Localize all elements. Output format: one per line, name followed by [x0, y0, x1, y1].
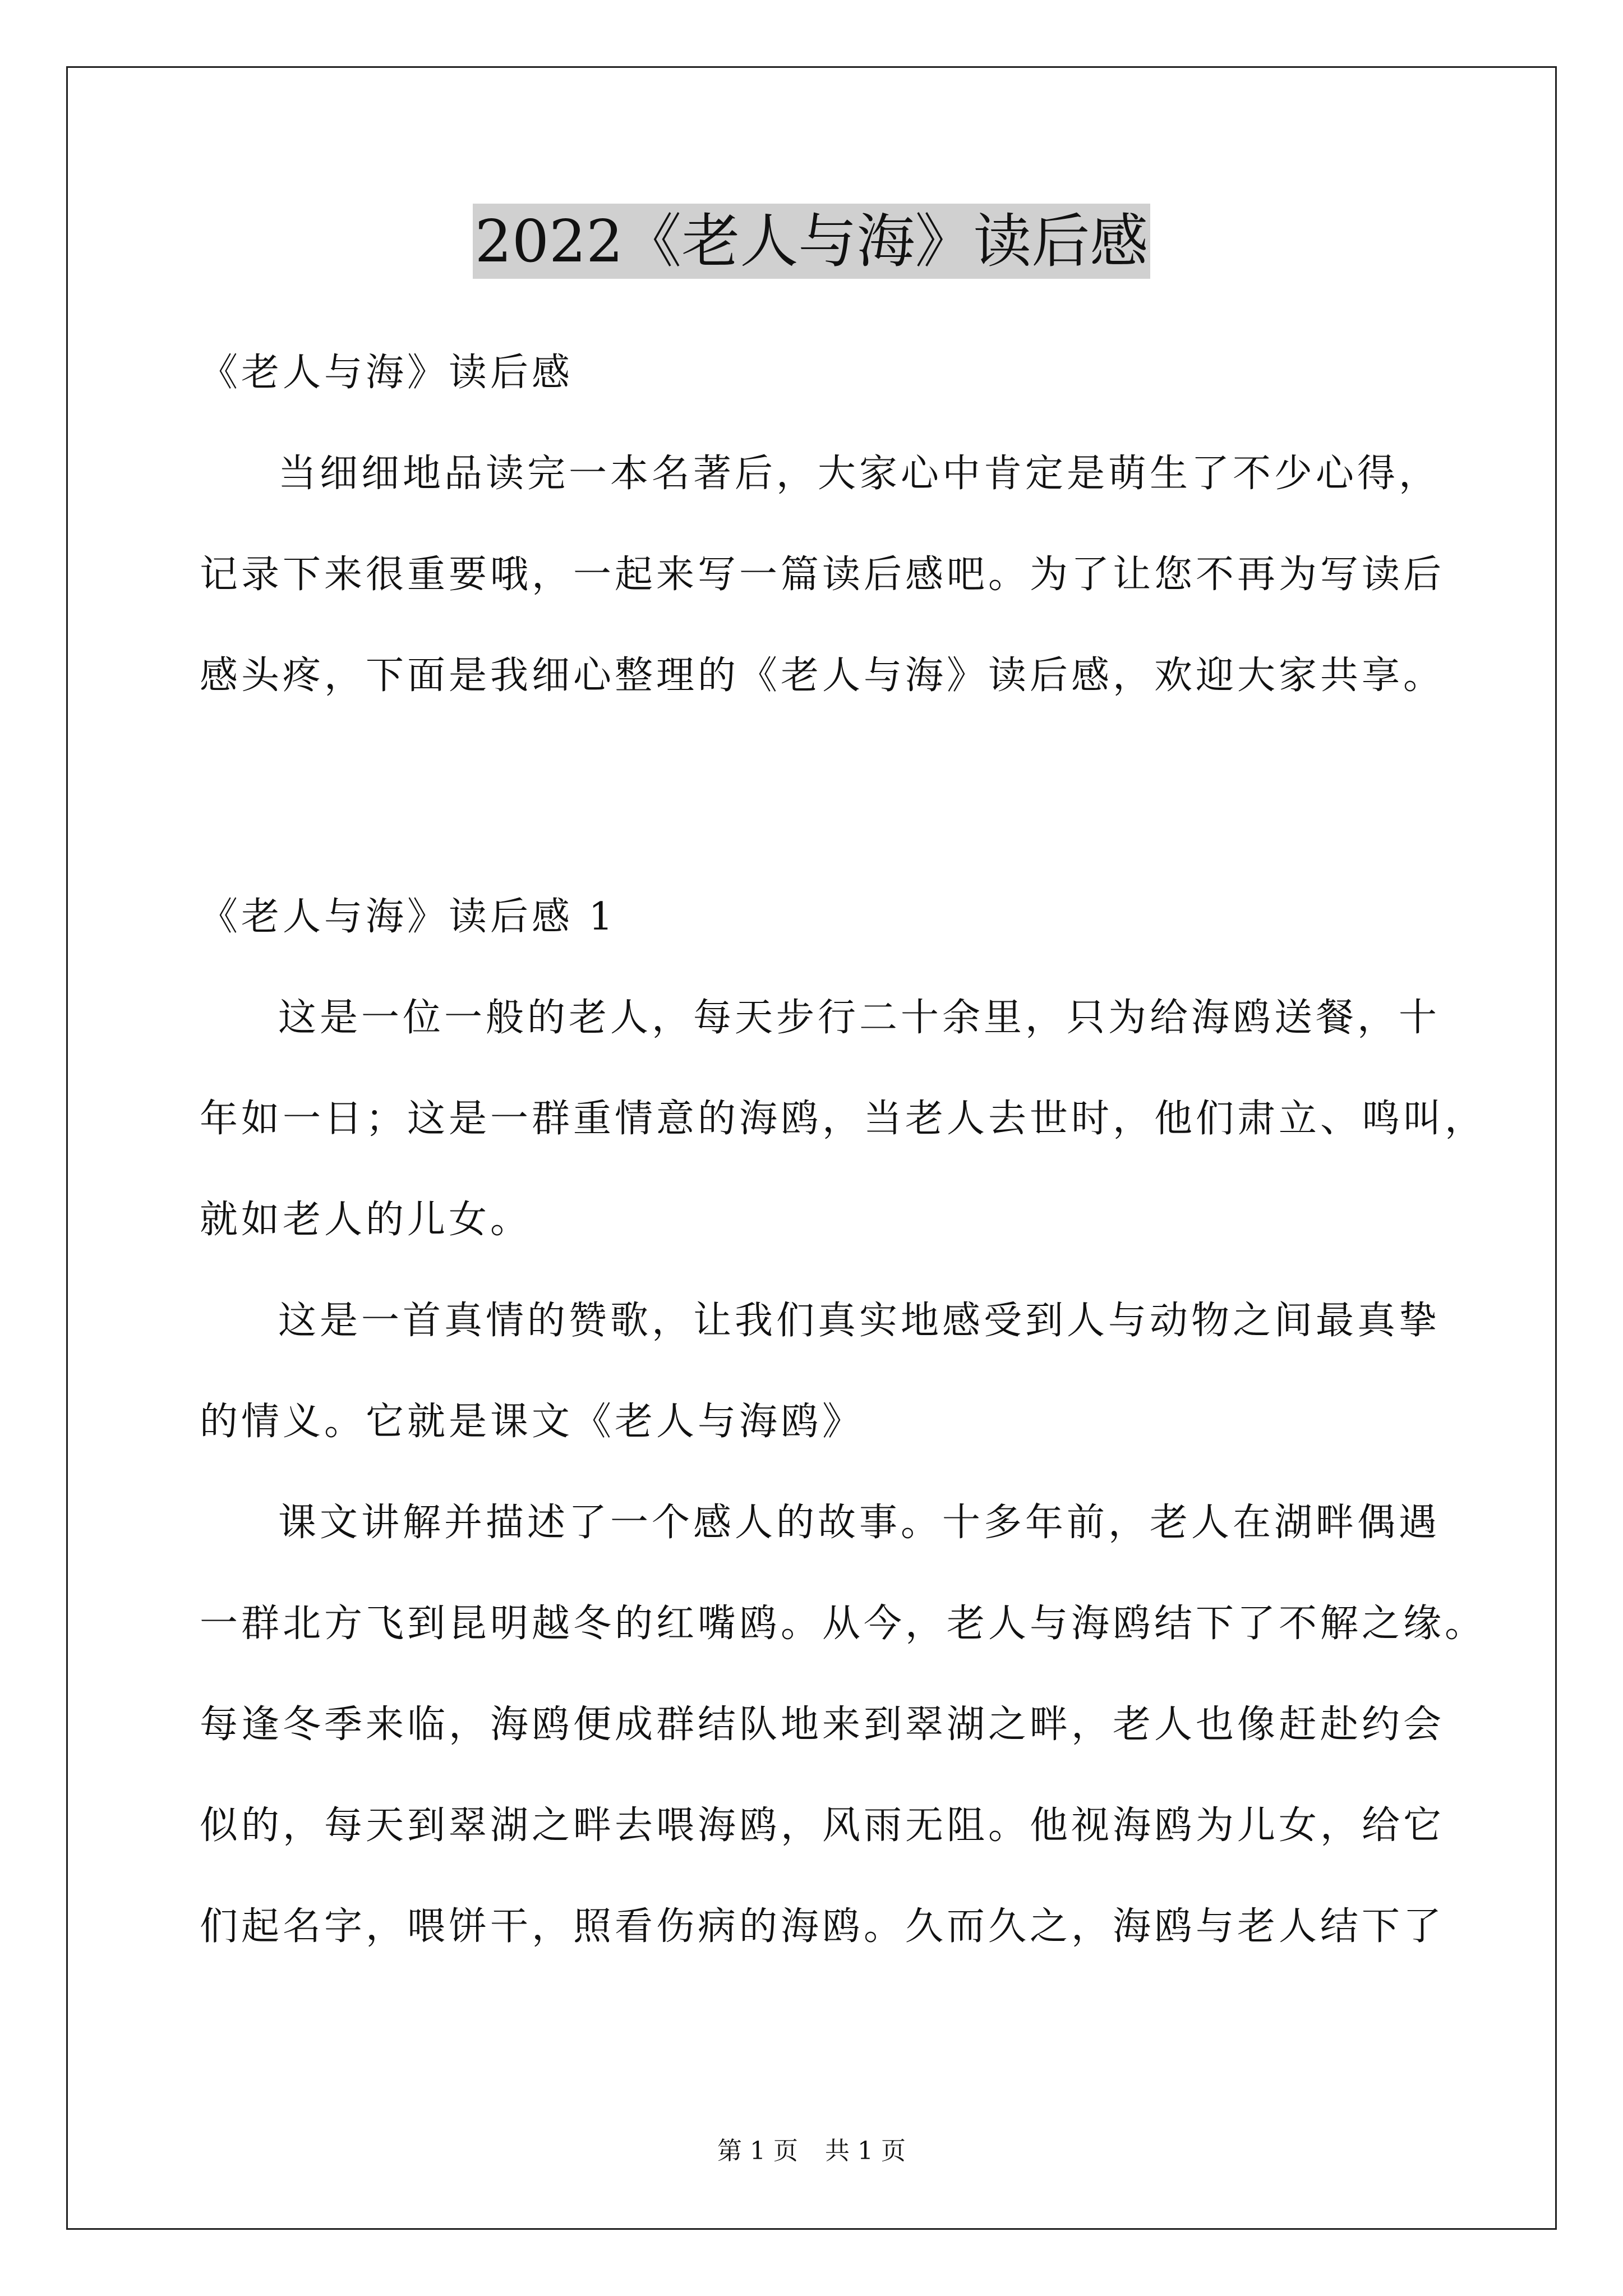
page-number: 第 1 页 — [717, 2137, 798, 2165]
page-footer — [0, 2134, 1623, 2168]
para3-line-4: 似的，每天到翠湖之畔去喂海鸥，风雨无阻。他视海鸥为儿女，给它 — [200, 1803, 1445, 1848]
subtitle: 《老人与海》读后感 — [200, 351, 574, 395]
intro-line-3: 感头疼，下面是我细心整理的《老人与海》读后感，欢迎大家共享。 — [200, 654, 1445, 698]
para1-line-3: 就如老人的儿女。 — [200, 1198, 532, 1242]
para3-line-1: 课文讲解并描述了一个感人的故事。十多年前，老人在湖畔偶遇 — [278, 1501, 1441, 1545]
section-heading: 《老人与海》读后感 1 — [200, 895, 616, 939]
para2-line-1: 这是一首真情的赞歌，让我们真实地感受到人与动物之间最真挚 — [278, 1299, 1441, 1343]
para1-line-1: 这是一位一般的老人，每天步行二十余里，只为给海鸥送餐，十 — [278, 996, 1441, 1040]
para2-line-2: 的情义。它就是课文《老人与海鸥》 — [200, 1400, 864, 1444]
para3-line-2: 一群北方飞到昆明越冬的红嘴鸥。从今，老人与海鸥结下了不解之缘。 — [200, 1602, 1487, 1646]
document-title-text: 2022《老人与海》读后感 — [473, 204, 1151, 279]
document-title — [0, 202, 1623, 280]
page-total: 共 1 页 — [825, 2137, 906, 2165]
intro-line-2: 记录下来很重要哦，一起来写一篇读后感吧。为了让您不再为写读后 — [200, 553, 1445, 597]
intro-line-1: 当细细地品读完一本名著后，大家心中肯定是萌生了不少心得， — [278, 452, 1441, 496]
para1-line-2: 年如一日；这是一群重情意的海鸥，当老人去世时，他们肃立、鸣叫， — [200, 1097, 1487, 1141]
para3-line-5: 们起名字，喂饼干，照看伤病的海鸥。久而久之，海鸥与老人结下了 — [200, 1904, 1445, 1949]
para3-line-3: 每逢冬季来临，海鸥便成群结队地来到翠湖之畔，老人也像赶赴约会 — [200, 1703, 1445, 1747]
